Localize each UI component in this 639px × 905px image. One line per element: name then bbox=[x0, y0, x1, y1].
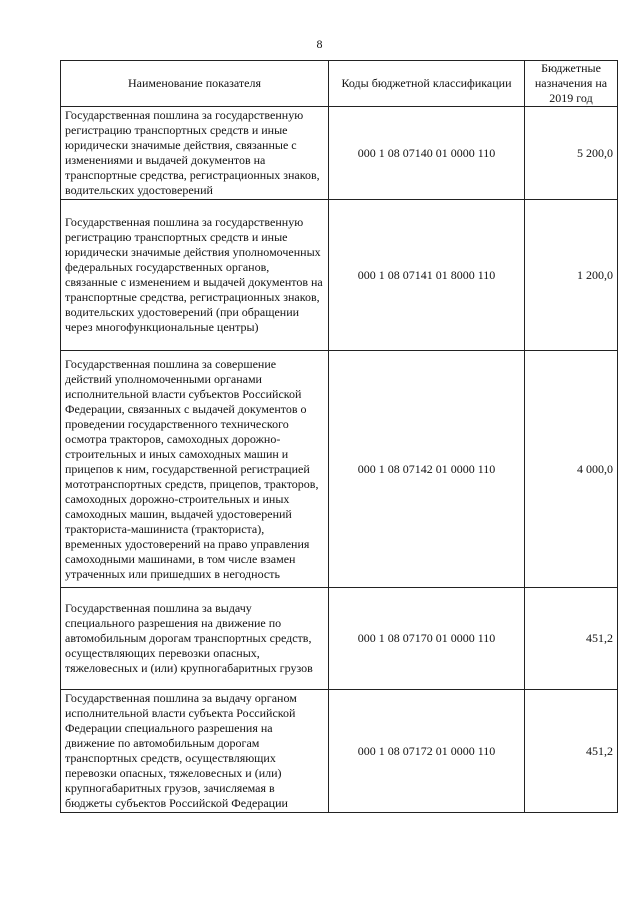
budget-table bbox=[60, 60, 618, 813]
indicator-name: Государственная пошлина за выдачу органом исполнительной власти субъекта Российской Федерации специального разрешения на движение по автомобильным дорогам транспортных средств, осуществляющих перевозки опасных, тяжеловесных и (или) крупногабаритных грузов, зачисляемая в бюджеты субъектов Российской Федерации bbox=[61, 690, 329, 813]
table-row bbox=[61, 200, 618, 351]
budget-value: 451,2 bbox=[525, 690, 618, 813]
header-indicator-name: Наименование показателя bbox=[61, 61, 329, 107]
table-row bbox=[61, 351, 618, 588]
budget-value: 4 000,0 bbox=[525, 351, 618, 588]
indicator-name: Государственная пошлина за выдачу специального разрешения на движение по автомобильным дорогам транспортных средств, осуществляющих перевозки опасных, тяжеловесных и (или) крупногабаритных грузов bbox=[61, 588, 329, 690]
budget-code: 000 1 08 07172 01 0000 110 bbox=[329, 690, 525, 813]
budget-code: 000 1 08 07140 01 0000 110 bbox=[329, 107, 525, 200]
table-row bbox=[61, 588, 618, 690]
budget-value: 5 200,0 bbox=[525, 107, 618, 200]
indicator-name: Государственная пошлина за государственную регистрацию транспортных средств и иные юридически значимые действия, связанные с изменениями и выдачей документов на транспортные средства, регистрационных знаков, водительских удостоверений bbox=[61, 107, 329, 200]
header-budget-allocation: Бюджетные назначения на 2019 год bbox=[525, 61, 618, 107]
table-row bbox=[61, 107, 618, 200]
indicator-name: Государственная пошлина за совершение действий уполномоченными органами исполнительной власти субъектов Российской Федерации, связанных с выдачей документов о проведении государственного технического осмотра тракторов, самоходных дорожно-строительных и иных самоходных машин и прицепов к ним, государственной регистрацией мототранспортных средств, прицепов, тракторов, самоходных дорожно-строительных и иных самоходных машин, выдачей удостоверений тракториста-машиниста (тракториста), временных удостоверений на право управления самоходными машинами, в том числе взамен утраченных или пришедших в негодность bbox=[61, 351, 329, 588]
page-number: 8 bbox=[316, 37, 323, 51]
budget-code: 000 1 08 07142 01 0000 110 bbox=[329, 351, 525, 588]
table-row bbox=[61, 690, 618, 813]
budget-code: 000 1 08 07170 01 0000 110 bbox=[329, 588, 525, 690]
budget-code: 000 1 08 07141 01 8000 110 bbox=[329, 200, 525, 351]
budget-value: 1 200,0 bbox=[525, 200, 618, 351]
table-header-row bbox=[61, 61, 618, 107]
budget-value: 451,2 bbox=[525, 588, 618, 690]
indicator-name: Государственная пошлина за государственную регистрацию транспортных средств и иные юридически значимые действия уполномоченных федеральных государственных органов, связанные с изменением и выдачей документов на транспортные средства, регистрационных знаков, водительских удостоверений (при обращении через многофункциональные центры) bbox=[61, 200, 329, 351]
header-budget-code: Коды бюджетной классификации bbox=[329, 61, 525, 107]
